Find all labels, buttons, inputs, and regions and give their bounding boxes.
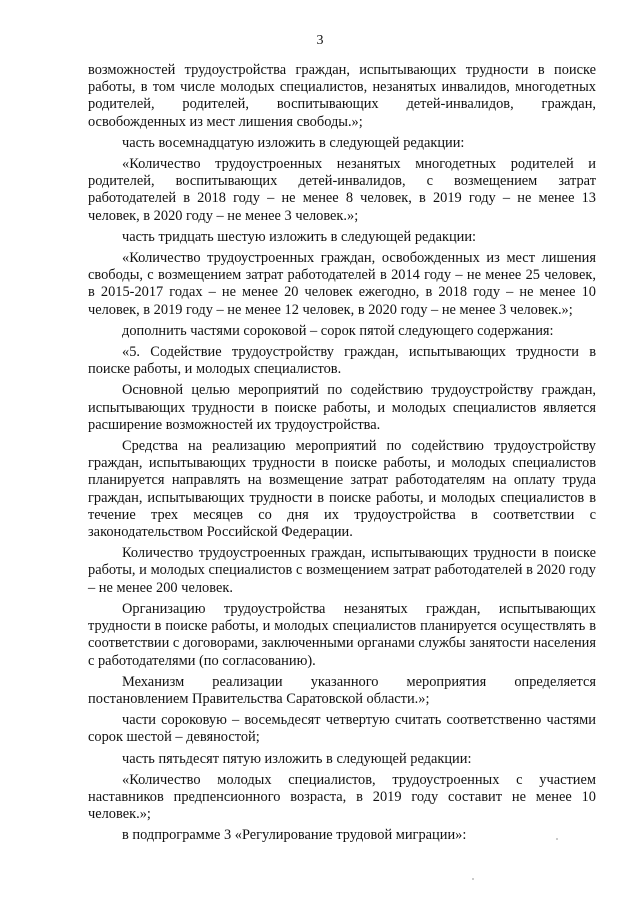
paragraph: возможностей трудоустройства граждан, испытывающих трудности в поиске работы, в том числе молодых специалистов, незанятых инвалидов, многодетных родителей, родителей, воспитывающих детей-инвалидов, граждан, освобожденных из мест лишения свободы.»; <box>88 62 596 130</box>
paragraph: части сороковую – восемьдесят четвертую считать соответственно частями сорок шестой – девяностой; <box>88 712 596 746</box>
paragraph: «Количество трудоустроенных граждан, освобожденных из мест лишения свободы, с возмещением затрат работодателей в 2014 году – не менее 25 человек, в 2015-2017 годах – не менее 20 человек ежегодно, в 2018 году – не менее 10 человек, в 2019 году – не менее 12 человек, в 2020 году – не менее 3 человек.»; <box>88 250 596 318</box>
paragraph: часть тридцать шестую изложить в следующей редакции: <box>122 228 477 245</box>
page-number: 3 <box>316 33 324 48</box>
paragraph: Средства на реализацию мероприятий по содействию трудоустройству граждан, испытывающих трудности в поиске работы, и молодых специалистов планируется направлять на возмещение затрат работодателям на оплату труда граждан, испытывающих трудности в поиске работы, и молодых специалистов в течение трех месяцев со дня их трудоустройства в соответствии с законодательством Российской Федерации. <box>88 438 596 541</box>
paragraph: дополнить частями сороковой – сорок пятой следующего содержания: <box>122 322 554 339</box>
paragraph: в подпрограмме 3 «Регулирование трудовой миграции»: <box>122 827 467 844</box>
paragraph: «Количество трудоустроенных незанятых многодетных родителей и родителей, воспитывающих детей-инвалидов, с возмещением затрат работодателей в 2018 году – не менее 8 человек, в 2019 году – не менее 13 человек, в 2020 году – не менее 3 человек.»; <box>88 156 596 224</box>
paragraph: «Количество молодых специалистов, трудоустроенных с участием наставников предпенсионного возраста, в 2019 году составит не менее 10 человек.»; <box>88 771 596 823</box>
scan-speck <box>472 878 474 880</box>
document-body <box>88 62 596 845</box>
paragraph: Основной целью мероприятий по содействию трудоустройству граждан, испытывающих трудности в поиске работы, и молодых специалистов является расширение возможностей их трудоустройства. <box>88 382 596 433</box>
paragraph: Механизм реализации указанного мероприятия определяется постановлением Правительства Саратовской области.»; <box>88 673 596 707</box>
paragraph: Организацию трудоустройства незанятых граждан, испытывающих трудности в поиске работы, и молодых специалистов планируется осуществлять в соответствии с договорами, заключенными органами службы занятости населения с работодателями (по согласованию). <box>88 600 596 669</box>
paragraph: часть восемнадцатую изложить в следующей редакции: <box>122 134 465 151</box>
scan-speck <box>556 838 558 840</box>
paragraph: часть пятьдесят пятую изложить в следующей редакции: <box>122 750 472 767</box>
paragraph: Количество трудоустроенных граждан, испытывающих трудности в поиске работы, и молодых специалистов с возмещением затрат работодателей в 2020 году – не менее 200 человек. <box>88 545 596 596</box>
paragraph: «5. Содействие трудоустройству граждан, испытывающих трудности в поиске работы, и молодых специалистов. <box>88 344 596 378</box>
